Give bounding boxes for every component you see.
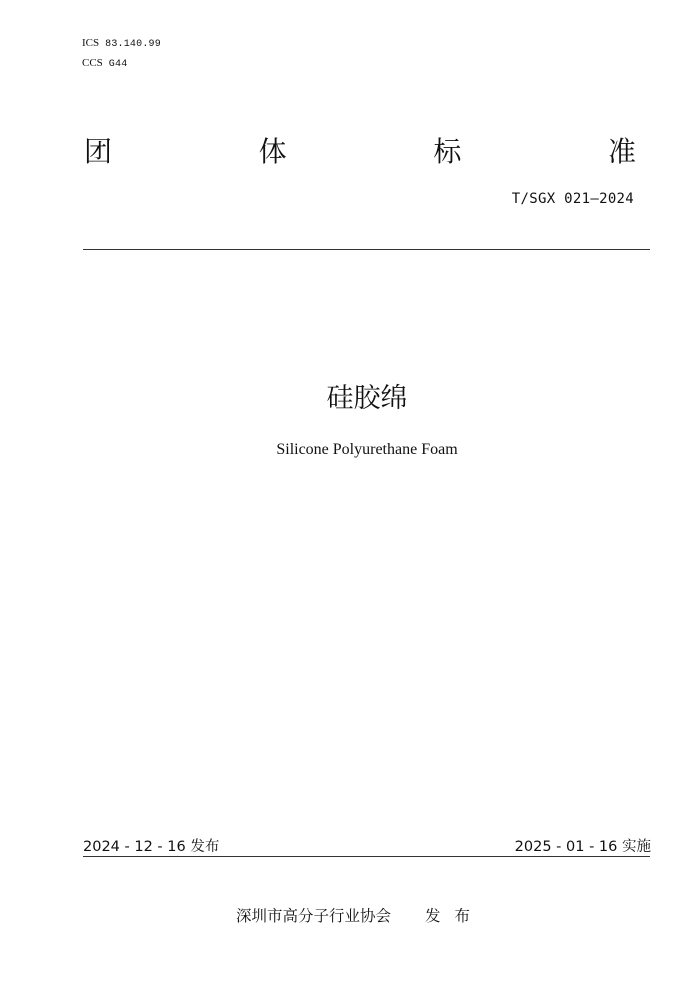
footer-divider xyxy=(83,856,650,857)
header-divider xyxy=(83,249,650,250)
standard-type-char: 团 xyxy=(84,135,113,168)
ccs-value: G44 xyxy=(108,59,128,70)
standard-type-char: 体 xyxy=(258,135,287,168)
standard-type-char: 准 xyxy=(607,135,636,168)
ics-label: ICS xyxy=(82,37,100,49)
ccs-label: CCS xyxy=(82,57,103,69)
implementation-date: 2025 - 01 - 16 实施 xyxy=(514,839,651,855)
publisher-line xyxy=(0,904,700,926)
publisher-name: 深圳市高分子行业协会 xyxy=(235,907,391,925)
standard-type-char: 标 xyxy=(433,135,462,168)
classification-block xyxy=(82,34,161,74)
ics-value: 83.140.99 xyxy=(105,39,161,50)
standard-type-heading xyxy=(84,134,636,170)
standard-code: T/SGX 021—2024 xyxy=(511,191,634,207)
issue-date: 2024 - 12 - 16 发布 xyxy=(83,839,220,855)
ics-line xyxy=(82,34,161,54)
document-title-chinese: 硅胶绵 xyxy=(326,383,408,414)
ccs-line xyxy=(82,54,161,74)
publisher-action: 发布 xyxy=(425,907,485,925)
document-title-english: Silicone Polyurethane Foam xyxy=(276,441,458,458)
